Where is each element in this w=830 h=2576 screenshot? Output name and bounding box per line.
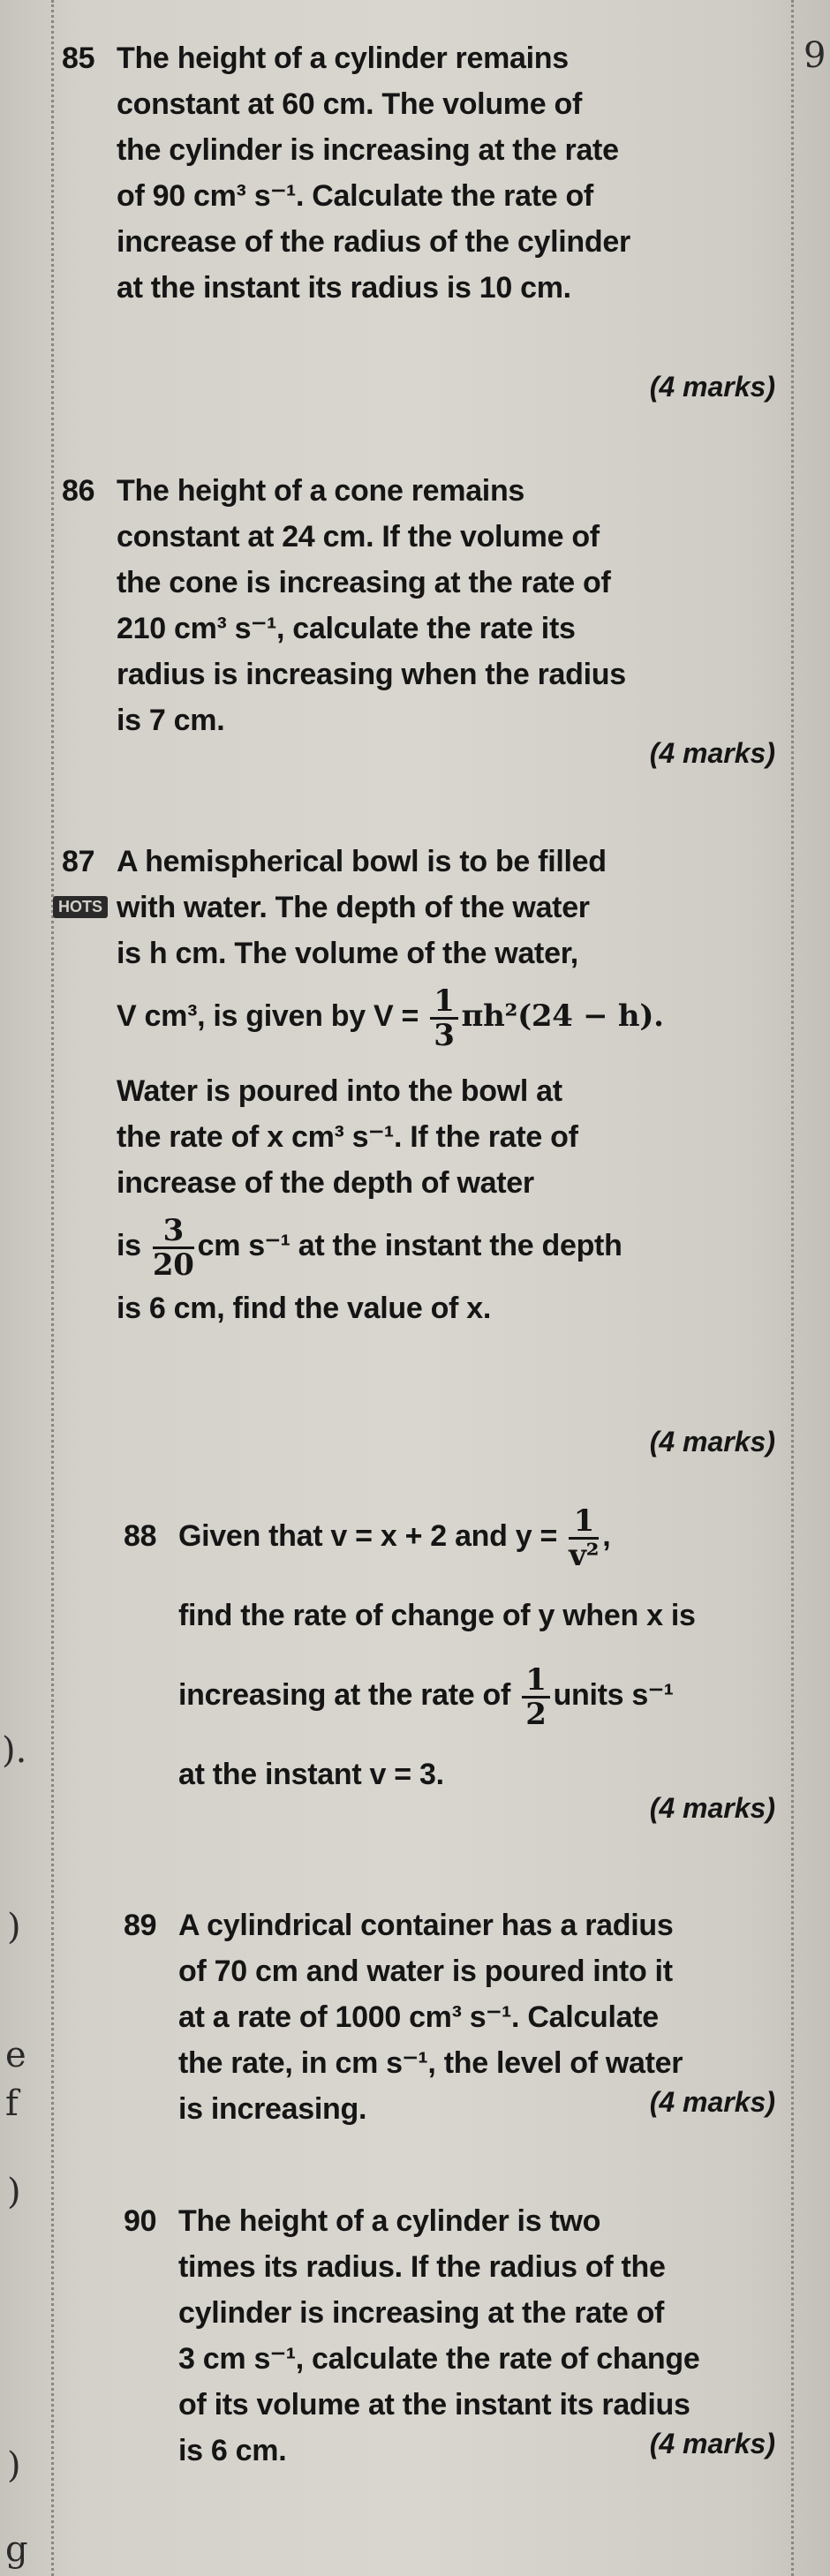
- question-line: cylinder is increasing at the rate of: [178, 2296, 665, 2330]
- question-line: of 70 cm and water is poured into it: [178, 1955, 673, 1988]
- margin-mark: e: [5, 2035, 26, 2075]
- question-line: 210 cm³ s⁻¹, calculate the rate its: [117, 612, 576, 645]
- question-85: [62, 35, 777, 311]
- question-line: the cylinder is increasing at the rate: [117, 133, 619, 167]
- question-line: increase of the radius of the cylinder: [117, 225, 630, 259]
- question-line: The height of a cylinder remains: [117, 41, 569, 75]
- question-line: 3 cm s⁻¹, calculate the rate of change: [178, 2342, 700, 2376]
- question-number: 89: [124, 1909, 157, 1942]
- marks-label: (4 marks): [649, 1426, 775, 1457]
- right-margin-dotted-line: [791, 0, 794, 2576]
- margin-mark: f: [5, 2083, 19, 2124]
- margin-mark: ): [7, 2172, 21, 2212]
- question-line: is 6 cm.: [178, 2434, 287, 2467]
- fraction: $\frac{3}{20}$: [152, 1212, 194, 1283]
- question-line: the rate, in cm s⁻¹, the level of water: [178, 2046, 683, 2080]
- hots-badge: HOTS: [53, 896, 108, 918]
- question-number: 88: [124, 1519, 157, 1553]
- question-87: [62, 839, 777, 1331]
- question-line: A hemispherical bowl is to be filled: [117, 845, 607, 878]
- question-line: is increasing.: [178, 2092, 367, 2126]
- question-line: is h cm. The volume of the water,: [117, 937, 578, 970]
- question-line: constant at 24 cm. If the volume of: [117, 520, 600, 554]
- question-line: constant at 60 cm. The volume of: [117, 87, 582, 121]
- marks-label: (4 marks): [649, 1792, 775, 1824]
- question-line: is 6 cm, find the value of x.: [117, 1292, 491, 1325]
- margin-mark: ): [7, 2445, 21, 2486]
- question-number: 85: [62, 41, 95, 75]
- marks-label: (4 marks): [649, 2086, 775, 2118]
- question-88: 88 Given that v = x + 2 and y = $\frac{1}{\text{v²}}$ , find the rate of change of y when x is increasing at the rate of $\frac{1}{2}$ units s⁻¹ at the instant v = 3.: [62, 1492, 768, 1810]
- question-line: The height of a cone remains: [117, 474, 525, 508]
- question-line: at the instant its radius is 10 cm.: [117, 271, 571, 305]
- question-line: at the instant v = 3.: [178, 1758, 444, 1791]
- formula-line: is $\frac{3}{20}$ cm s⁻¹ at the instant the depth: [117, 1212, 622, 1283]
- question-86: [62, 468, 777, 743]
- margin-mark: ).: [2, 1730, 27, 1771]
- left-margin-dotted-line: [51, 0, 54, 2576]
- formula-line: V cm³, is given by V = $\frac{1}{3}$ πh²(24 − h).: [117, 983, 664, 1053]
- question-line: radius is increasing when the radius: [117, 658, 626, 691]
- question-line: at a rate of 1000 cm³ s⁻¹. Calculate: [178, 2000, 659, 2034]
- question-number: 87: [62, 845, 95, 878]
- question-line: increase of the depth of water: [117, 1166, 534, 1200]
- marks-label: (4 marks): [649, 2428, 775, 2459]
- margin-mark: g: [5, 2529, 28, 2570]
- margin-mark: 9: [804, 35, 826, 76]
- fraction: $\frac{1}{2}$: [522, 1664, 549, 1730]
- question-line: times its radius. If the radius of the: [178, 2250, 666, 2284]
- question-number: 90: [124, 2204, 157, 2238]
- question-line: with water. The depth of the water: [117, 891, 590, 924]
- question-line: of 90 cm³ s⁻¹. Calculate the rate of: [117, 179, 593, 213]
- question-line: find the rate of change of y when x is: [178, 1599, 696, 1632]
- formula-line: increasing at the rate of $\frac{1}{2}$ units s⁻¹: [178, 1661, 674, 1732]
- fraction: $\frac{1}{3}$: [430, 985, 457, 1051]
- question-line: of its volume at the instant its radius: [178, 2388, 690, 2422]
- question-line: A cylindrical container has a radius: [178, 1909, 674, 1942]
- question-number: 86: [62, 474, 95, 508]
- margin-mark: ): [7, 1907, 21, 1947]
- question-line: the cone is increasing at the rate of: [117, 566, 611, 599]
- question-line: the rate of x cm³ s⁻¹. If the rate of: [117, 1120, 578, 1154]
- question-line: is 7 cm.: [117, 704, 225, 737]
- marks-label: (4 marks): [649, 371, 775, 403]
- question-line: The height of a cylinder is two: [178, 2204, 601, 2238]
- question-line: Water is poured into the bowl at: [117, 1074, 562, 1108]
- marks-label: (4 marks): [649, 737, 775, 769]
- fraction: $\frac{1}{\text{v²}}$: [569, 1503, 600, 1573]
